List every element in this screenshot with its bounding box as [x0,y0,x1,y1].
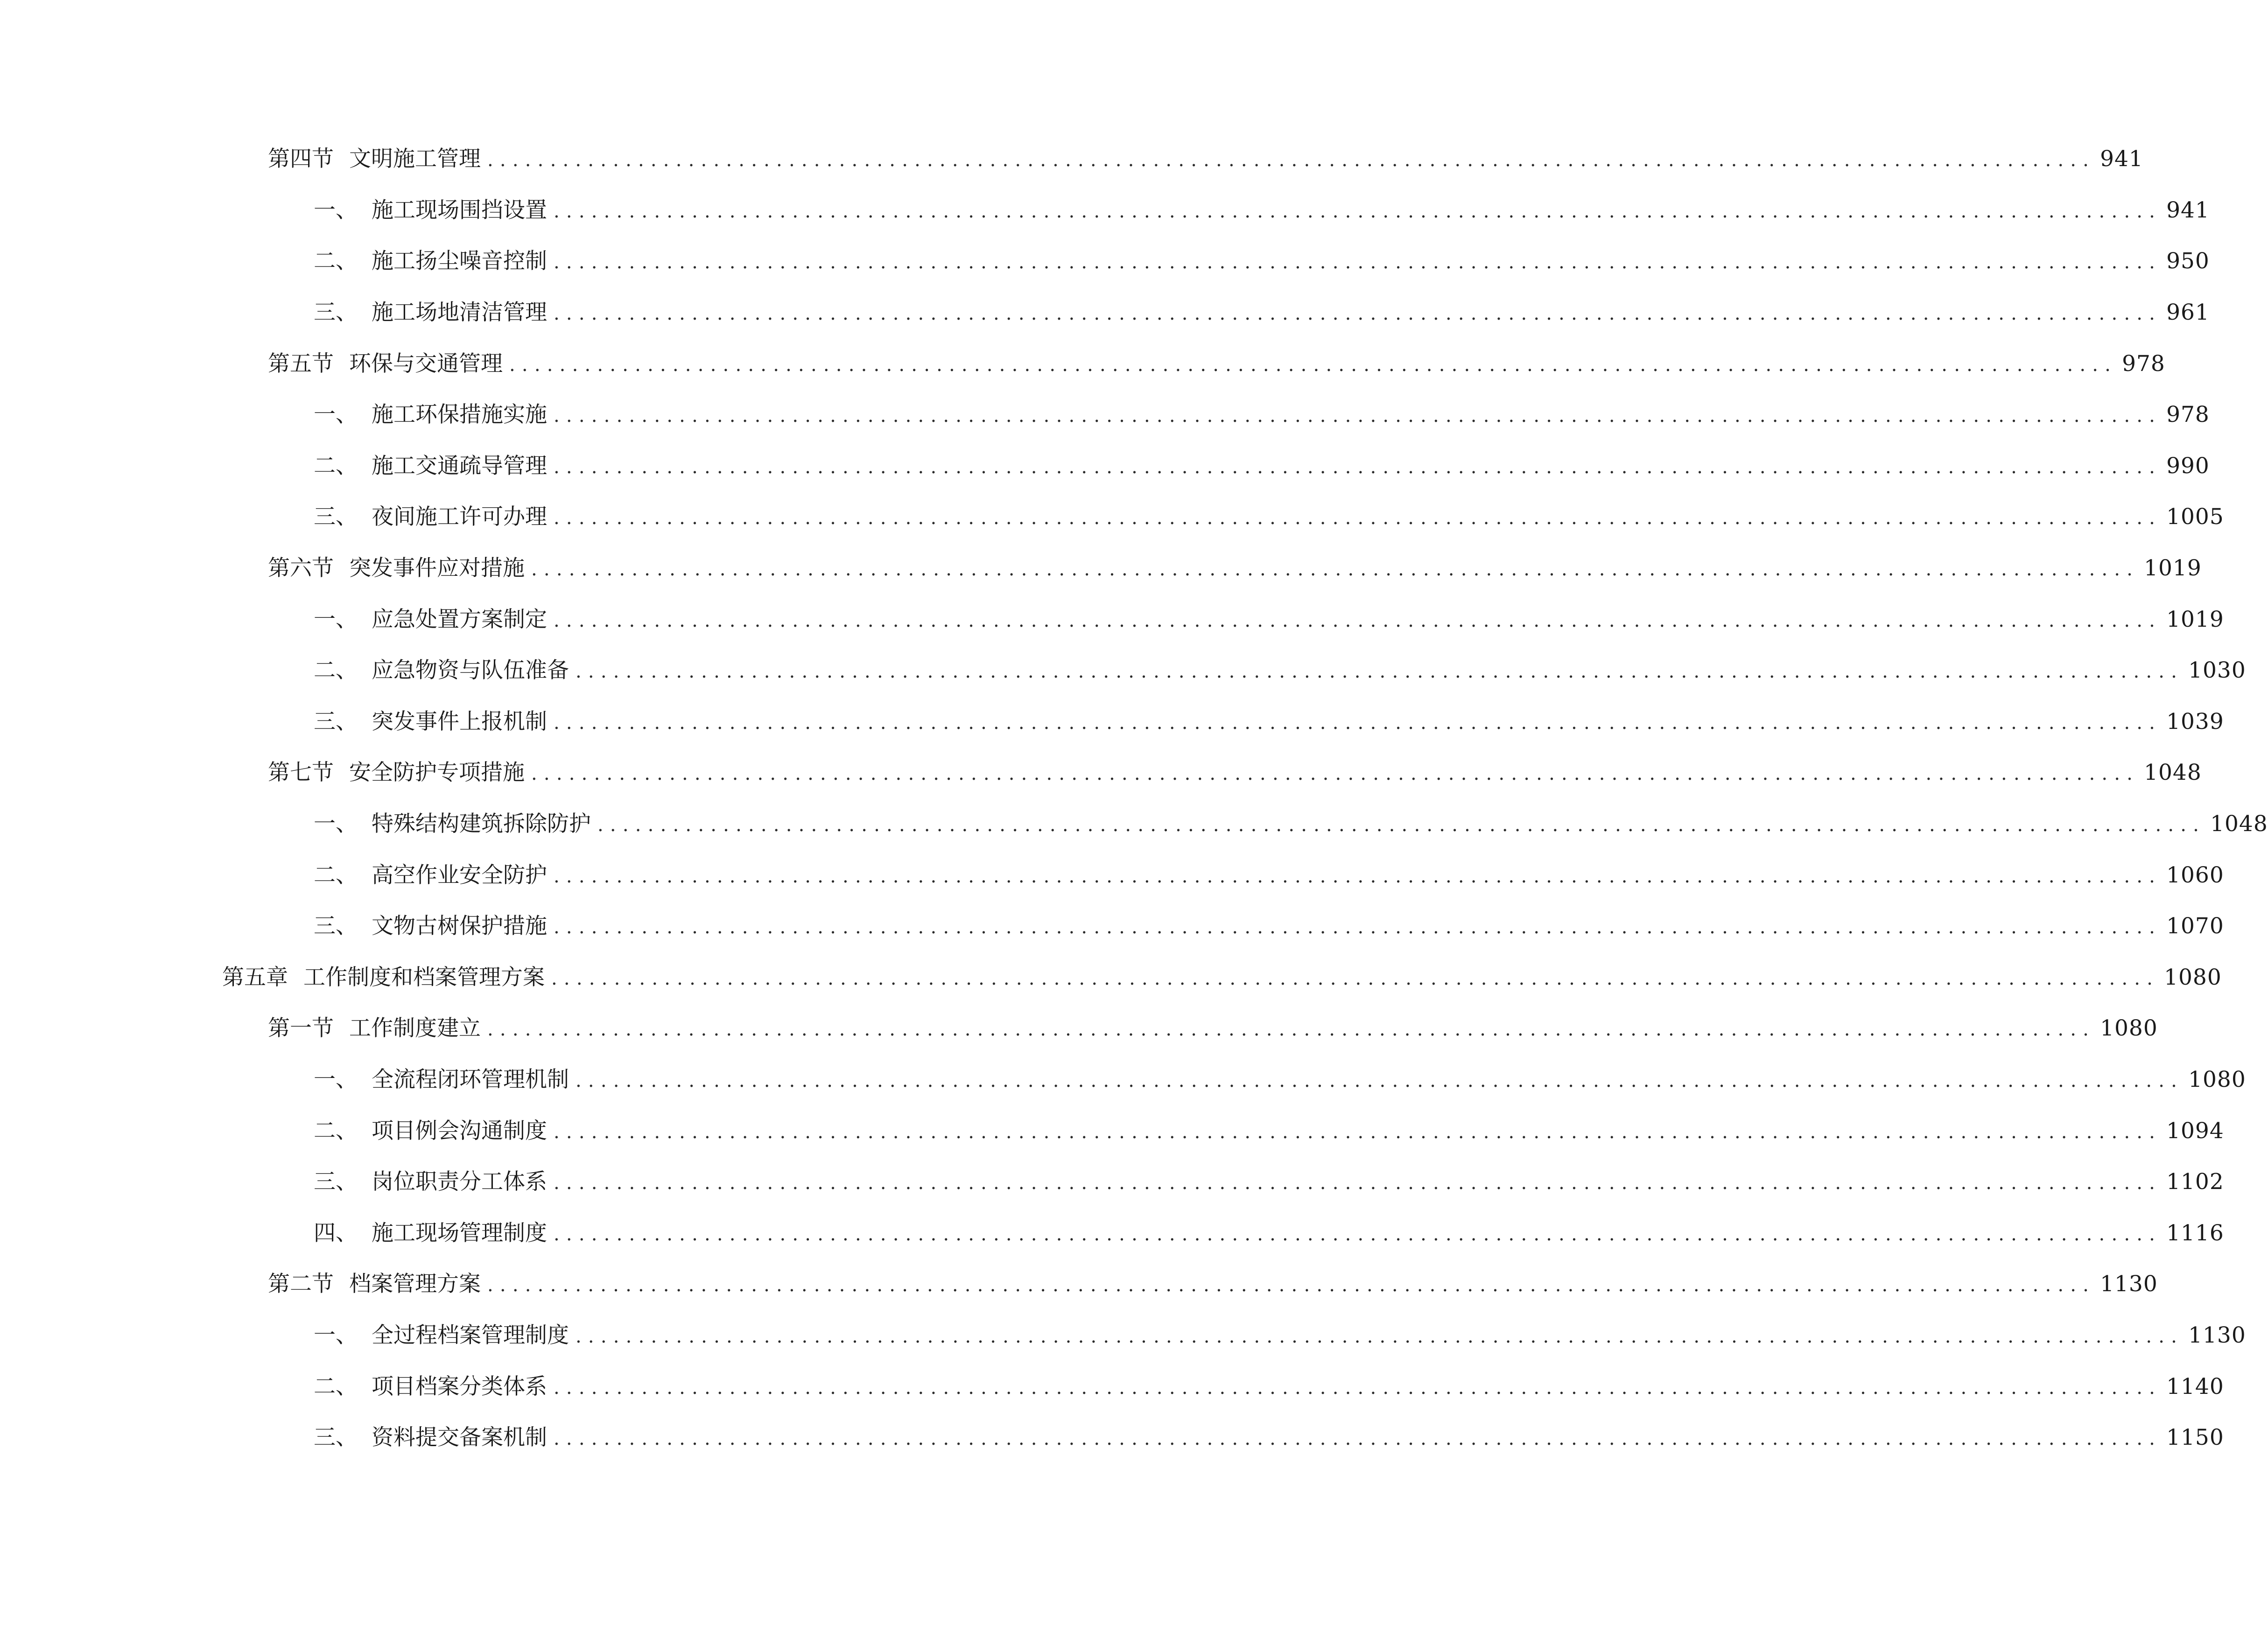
toc-leader: ................................................................................................................................ [576,1070,2184,1091]
toc-page-number: 1094 [2166,1118,2224,1144]
toc-number: 第一节 [268,1015,334,1042]
toc-page-number: 1039 [2166,708,2224,735]
toc-title: 施工扬尘噪音控制 [372,248,547,274]
toc-title: 突发事件上报机制 [372,708,547,735]
toc-title: 文明施工管理 [349,146,481,172]
toc-title: 高空作业安全防护 [372,862,547,888]
toc-leader: ................................................................................................................................ [554,1223,2162,1245]
toc-number: 二、 [314,862,358,888]
toc-leader: ................................................................................................................................ [531,559,2140,581]
toc-page-number: 1150 [2166,1425,2224,1451]
toc-leader: ................................................................................................................................ [576,1325,2184,1347]
toc-number: 二、 [314,658,358,684]
toc-entry[interactable] [0,1207,2224,1259]
toc-page-number: 1080 [2164,964,2222,990]
toc-number: 第六节 [268,555,334,581]
toc-leader: ................................................................................................................................ [554,507,2162,529]
toc-number: 三、 [314,300,358,326]
toc-number: 三、 [314,1425,358,1451]
toc-number: 第七节 [268,760,334,786]
toc-title: 施工环保措施实施 [372,402,547,428]
toc-leader: ................................................................................................................................ [554,200,2162,222]
toc-number: 三、 [314,504,358,530]
toc-leader: ................................................................................................................................ [487,1019,2096,1041]
toc-title: 全过程档案管理制度 [372,1322,569,1348]
toc-entry[interactable] [0,1156,2224,1208]
toc-entry[interactable] [0,1105,2224,1156]
toc-leader: ................................................................................................................................ [554,712,2162,734]
toc-number: 一、 [314,1066,358,1092]
toc-number: 二、 [314,248,358,274]
toc-leader: ................................................................................................................................ [509,354,2118,376]
toc-title: 文物古树保护措施 [372,913,547,939]
toc-page-number: 1019 [2166,606,2224,632]
toc-leader: ................................................................................................................................ [554,303,2162,325]
toc-number: 二、 [314,453,358,479]
toc-leader: ................................................................................................................................ [554,252,2162,273]
toc-number: 一、 [314,197,358,223]
toc-leader: ................................................................................................................................ [531,763,2140,785]
toc-title: 岗位职责分工体系 [372,1169,547,1195]
toc-entry[interactable] [0,1003,2158,1054]
toc-leader: ................................................................................................................................ [554,1428,2162,1450]
toc-leader: ................................................................................................................................ [487,149,2096,171]
toc-leader: ................................................................................................................................ [597,814,2206,836]
toc-number: 二、 [314,1118,358,1144]
toc-title: 应急物资与队伍准备 [372,658,569,684]
toc-entry[interactable] [0,441,2210,492]
toc-page-number: 950 [2166,248,2210,274]
toc-page-number: 1130 [2100,1271,2158,1297]
toc-leader: ................................................................................................................................ [554,916,2162,938]
toc-title: 项目例会沟通制度 [372,1118,547,1144]
toc-number: 第五节 [268,350,334,377]
toc-leader: ................................................................................................................................ [554,1172,2162,1194]
toc-page-number: 1080 [2188,1066,2246,1092]
toc-entry[interactable] [0,287,2210,338]
toc-leader: ................................................................................................................................ [554,456,2162,478]
toc-page-number: 1030 [2188,658,2246,684]
toc-entry[interactable] [0,338,2165,389]
toc-entry[interactable] [0,798,2268,850]
toc-page-number: 978 [2166,402,2210,428]
toc-leader: ................................................................................................................................ [554,609,2162,631]
toc-number: 第四节 [268,146,334,172]
toc-title: 应急处置方案制定 [372,606,547,632]
toc-title: 资料提交备案机制 [372,1425,547,1451]
toc-entry[interactable] [0,491,2224,543]
toc-page-number: 1116 [2166,1220,2224,1246]
toc-page-number: 978 [2122,350,2165,377]
toc-entry[interactable] [0,133,2143,185]
toc-title: 档案管理方案 [349,1271,481,1297]
toc-number: 四、 [314,1220,358,1246]
toc-leader: ................................................................................................................................ [554,1121,2162,1143]
toc-page-number: 961 [2166,300,2210,326]
toc-title: 安全防护专项措施 [349,760,525,786]
toc-title: 夜间施工许可办理 [372,504,547,530]
toc-page-number: 1048 [2144,760,2202,786]
toc-entry[interactable] [0,1361,2224,1412]
toc-page-number: 1019 [2144,555,2202,581]
toc-number: 一、 [314,402,358,428]
toc-title: 工作制度建立 [349,1015,481,1042]
toc-page-number: 990 [2166,453,2210,479]
toc-title: 工作制度和档案管理方案 [303,964,545,990]
toc-entry[interactable] [0,236,2210,287]
toc-page-number: 1060 [2166,862,2224,888]
toc-title: 特殊结构建筑拆除防护 [372,811,591,837]
toc-entry[interactable] [0,594,2224,645]
toc-number: 三、 [314,708,358,735]
toc-page-number: 941 [2166,197,2210,223]
toc-title: 全流程闭环管理机制 [372,1066,569,1092]
toc-entry[interactable] [0,747,2202,798]
toc-page-number: 941 [2100,146,2143,172]
toc-title: 项目档案分类体系 [372,1373,547,1399]
toc-number: 二、 [314,1373,358,1399]
toc-entry[interactable] [0,952,2222,1003]
toc-leader: ................................................................................................................................ [551,967,2160,989]
toc-number: 三、 [314,913,358,939]
toc-entry[interactable] [0,1054,2246,1105]
toc-page-number: 1102 [2166,1169,2224,1195]
toc-entry[interactable] [0,543,2202,594]
toc-leader: ................................................................................................................................ [554,405,2162,427]
toc-leader: ................................................................................................................................ [554,865,2162,887]
table-of-contents [0,133,2268,1463]
toc-entry[interactable] [0,185,2210,236]
toc-page-number: 1070 [2166,913,2224,939]
toc-leader: ................................................................................................................................ [487,1274,2096,1296]
toc-page-number: 1048 [2210,811,2268,837]
toc-page-number: 1080 [2100,1015,2158,1042]
toc-number: 三、 [314,1169,358,1195]
toc-entry[interactable] [0,389,2210,441]
toc-entry[interactable] [0,1310,2246,1361]
toc-page-number: 1140 [2166,1373,2224,1399]
toc-title: 施工场地清洁管理 [372,300,547,326]
toc-title: 突发事件应对措施 [349,555,525,581]
toc-page-number: 1130 [2188,1322,2246,1348]
toc-entry[interactable] [0,1412,2224,1463]
toc-number: 一、 [314,606,358,632]
toc-entry[interactable] [0,645,2246,696]
toc-leader: ................................................................................................................................ [576,661,2184,683]
toc-title: 环保与交通管理 [349,350,503,377]
toc-entry[interactable] [0,1259,2158,1310]
toc-number: 第二节 [268,1271,334,1297]
toc-entry[interactable] [0,849,2224,901]
toc-leader: ................................................................................................................................ [554,1377,2162,1399]
toc-title: 施工现场围挡设置 [372,197,547,223]
toc-entry[interactable] [0,901,2224,952]
toc-page-number: 1005 [2166,504,2224,530]
toc-entry[interactable] [0,696,2224,748]
toc-number: 第五章 [222,964,288,990]
toc-number: 一、 [314,1322,358,1348]
toc-title: 施工现场管理制度 [372,1220,547,1246]
toc-number: 一、 [314,811,358,837]
toc-title: 施工交通疏导管理 [372,453,547,479]
